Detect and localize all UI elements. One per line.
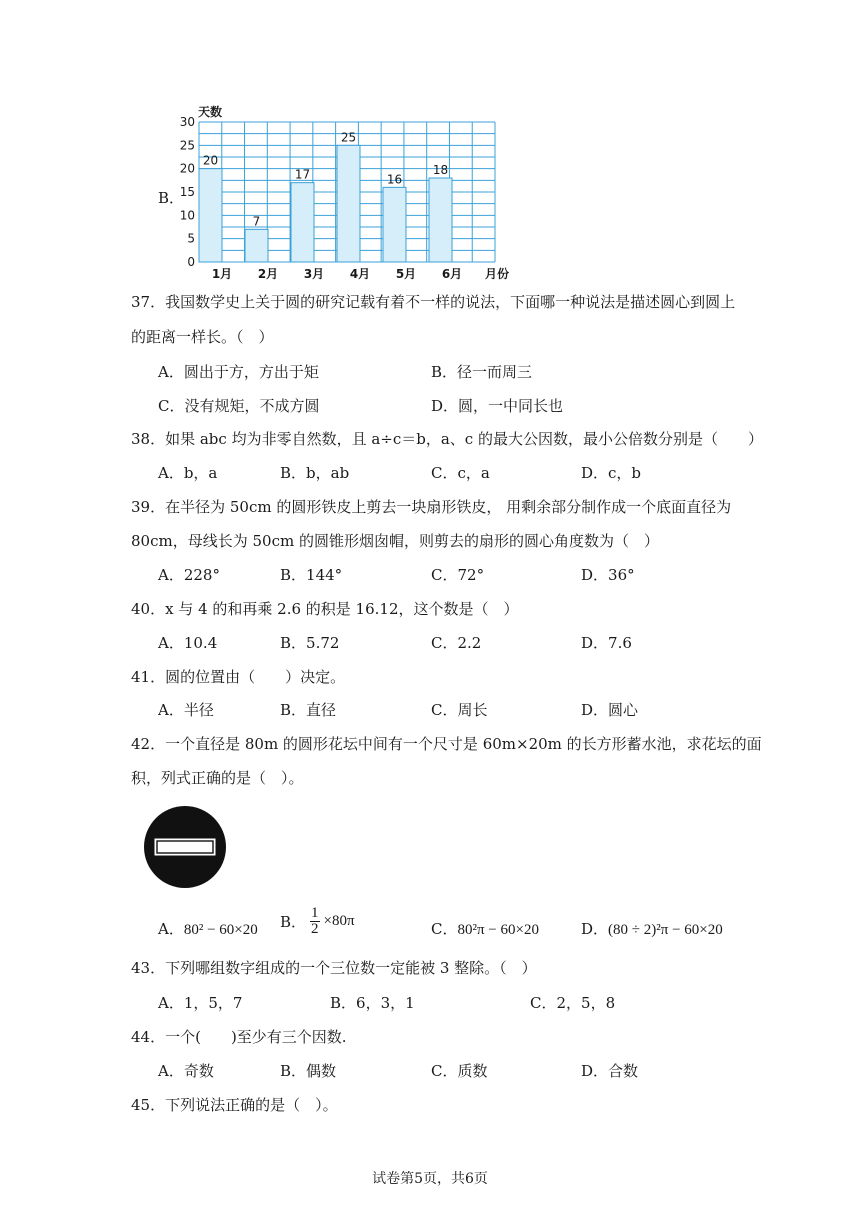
question-44-option-b[interactable]: B．偶数 [280,1062,337,1080]
question-39-line-2: 80cm，母线长为 50cm 的圆锥形烟囱帽，则剪去的扇形的圆心角度数为（ ） [131,532,659,550]
question-42-option-b-label: B． [280,913,307,931]
question-43-option-a[interactable]: A．1，5，7 [158,994,243,1012]
y-tick-label: 0 [187,255,195,269]
fraction-numerator: 1 [311,905,319,921]
question-39-option-d[interactable]: D．36° [581,566,635,584]
question-41-option-d[interactable]: D．圆心 [581,701,639,719]
bar-3月 [291,183,314,262]
y-tick-label: 20 [179,161,195,176]
bar-6月 [429,178,452,262]
data-label: 7 [252,214,261,229]
question-43-option-c[interactable]: C．2，5，8 [530,994,616,1012]
bar-4月 [337,145,360,262]
data-label: 25 [340,130,357,145]
question-45-line-1: 45．下列说法正确的是（ ）。 [131,1096,338,1114]
question-40-option-d[interactable]: D．7.6 [581,634,632,652]
question-38-option-b[interactable]: B．b，ab [280,464,350,482]
x-tick-label: 6月 [441,267,463,281]
question-42-line-1: 42．一个直径是 80m 的圆形花坛中间有一个尺寸是 60m×20m 的长方形蓄水池，求花坛的面 [131,735,762,753]
question-43-line-1: 43．下列哪组数字组成的一个三位数一定能被 3 整除。（ ） [131,959,537,977]
y-tick-label: 5 [187,231,195,246]
bar-2月 [245,229,268,262]
page-footer: 试卷第5页，共6页 [372,1171,488,1187]
question-41-line-1: 41．圆的位置由（ ）决定。 [131,668,346,686]
x-tick-label: 1月 [211,267,233,281]
x-tick-label: 4月 [349,267,371,281]
question-44-option-c[interactable]: C．质数 [431,1062,488,1080]
question-42-option-a-label: A． [158,920,184,938]
question-40-option-a[interactable]: A．10.4 [158,634,218,652]
question-44-line-1: 44．一个( )至少有三个因数. [131,1028,347,1046]
data-label: 20 [202,153,219,168]
question-40-option-c[interactable]: C．2.2 [431,634,482,652]
question-38-option-d[interactable]: D．c，b [581,464,642,482]
y-tick-label: 15 [179,185,195,199]
question-40-line-1: 40．x 与 4 的和再乘 2.6 的积是 16.12，这个数是（ ） [131,600,519,618]
bar-chart [150,100,520,285]
question-39-option-c[interactable]: C．72° [431,566,485,584]
question-37-line-2: 的距离一样长。（ ） [131,328,274,346]
question-42-formula-c: 80²π − 60×20 [457,922,539,938]
x-axis-label: 月份 [485,267,510,281]
question-37-option-c[interactable]: C．没有规矩，不成方圆 [158,397,320,415]
question-38-option-a[interactable]: A．b，a [158,464,218,482]
fraction-denominator: 2 [311,921,319,937]
question-42-option-c[interactable] [431,918,539,939]
question-42-formula-d: (80 ÷ 2)²π − 60×20 [608,922,723,938]
x-tick-label: 3月 [303,267,325,281]
question-42-formula-a: 80² − 60×20 [183,922,258,938]
question-42-option-c-label: C． [431,920,458,938]
question-42-option-d[interactable] [581,918,723,939]
y-axis-label: 天数 [198,105,223,119]
question-39-option-b[interactable]: B．144° [280,566,343,584]
question-40-option-b[interactable]: B．5.72 [280,634,340,652]
question-43-option-b[interactable]: B．6，3，1 [330,994,415,1012]
question-42-option-b[interactable] [280,906,355,937]
question-42-line-2: 积，列式正确的是（ ）。 [131,769,304,787]
question-42-option-d-label: D． [581,920,609,938]
question-39-option-a[interactable]: A．228° [158,566,220,584]
x-tick-label: 2月 [257,267,279,281]
question-44-option-d[interactable]: D．合数 [581,1062,639,1080]
no-entry-sign-image [143,805,227,889]
y-tick-label: 25 [179,138,195,153]
question-37-line-1: 37．我国数学史上关于圆的研究记载有着不一样的说法，下面哪一种说法是描述圆心到圆上 [131,293,736,311]
question-37-option-d[interactable]: D．圆，一中同长也 [431,397,564,415]
data-label: 18 [432,163,449,177]
question-39-line-1: 39．在半径为 50cm 的圆形铁皮上剪去一块扇形铁皮， 用剩余部分制作成一个底面直径为 [131,498,732,516]
x-tick-label: 5月 [395,267,417,281]
bar-5月 [383,187,406,262]
question-38-line-1: 38．如果 abc 均为非零自然数，且 a÷c＝b，a、c 的最大公因数，最小公倍数分别是（ ） [131,430,763,448]
question-42-formula-b: ×80π [323,913,355,929]
data-label: 16 [386,172,403,187]
bar-1月 [199,169,222,262]
question-44-option-a[interactable]: A．奇数 [158,1062,214,1080]
question-41-option-c[interactable]: C．周长 [431,701,488,719]
bar-chart-svg [150,100,520,285]
y-tick-label: 10 [179,208,195,223]
chart-option-label: B． [158,189,185,207]
question-41-option-b[interactable]: B．直径 [280,701,337,719]
y-tick-label: 30 [179,115,195,129]
question-37-option-a[interactable]: A．圆出于方，方出于矩 [158,363,319,381]
question-42-option-a[interactable] [158,918,258,939]
question-42-fraction [310,906,320,937]
question-38-option-c[interactable]: C．c，a [431,464,490,482]
question-41-option-a[interactable]: A．半径 [158,701,214,719]
data-label: 17 [294,167,311,182]
question-37-option-b[interactable]: B．径一而周三 [431,363,533,381]
